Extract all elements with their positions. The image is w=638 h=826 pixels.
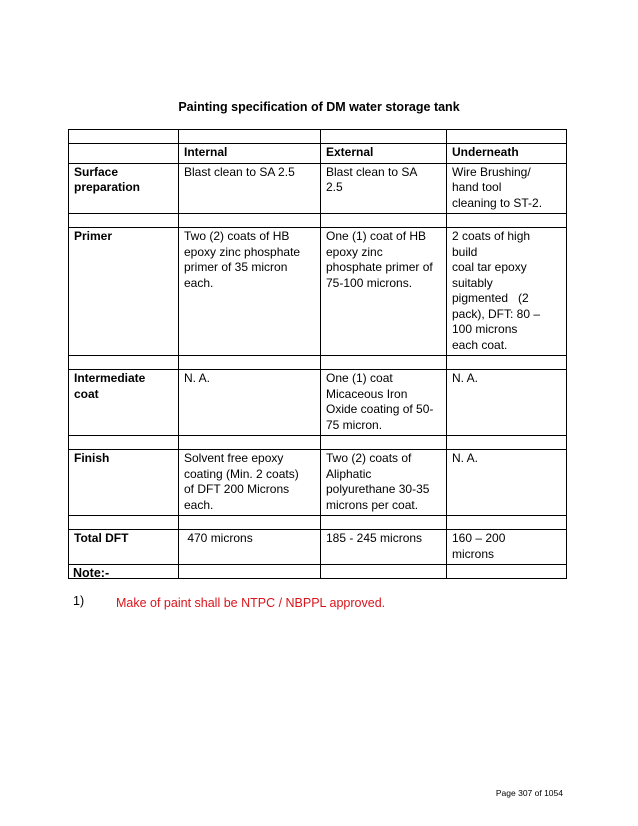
empty-cell: [179, 130, 321, 144]
note-item-number: 1): [73, 594, 85, 608]
column-header: Internal: [179, 144, 321, 164]
cell-line: cleaning to ST-2.: [452, 195, 543, 210]
table-cell: [179, 530, 321, 565]
cell-line: Finish: [74, 451, 110, 465]
row-label: [69, 450, 179, 516]
table-row: [69, 450, 567, 516]
spacer-row: [69, 130, 567, 144]
cell-line: phosphate primer of: [326, 260, 433, 274]
empty-cell: [179, 356, 321, 370]
cell-line: 470 microns: [184, 531, 253, 545]
empty-cell: [447, 516, 567, 530]
cell-line: Wire Brushing/: [452, 164, 531, 179]
empty-cell: [447, 130, 567, 144]
cell-line: 75-100 microns.: [326, 275, 413, 290]
table-row: [69, 228, 567, 356]
cell-line: pack), DFT: 80 –: [452, 306, 541, 321]
cell-line: coal tar epoxy: [452, 260, 527, 274]
empty-cell: [69, 214, 179, 228]
cell-line: Two (2) coats of HB: [184, 229, 290, 243]
cell-line: N. A.: [452, 451, 479, 465]
empty-cell: [69, 144, 179, 164]
empty-cell: [321, 130, 447, 144]
row-label: [69, 163, 179, 214]
spacer-row: [69, 565, 567, 579]
table-cell: [179, 228, 321, 356]
empty-cell: [69, 356, 179, 370]
table-row: [69, 370, 567, 436]
cell-line: microns: [452, 546, 495, 561]
empty-cell: [447, 565, 567, 579]
note-item-text: Make of paint shall be NTPC / NBPPL approved.: [116, 596, 386, 610]
empty-cell: [321, 214, 447, 228]
cell-line: Intermediate: [74, 371, 146, 385]
empty-cell: [69, 130, 179, 144]
cell-line: epoxy zinc: [326, 244, 383, 259]
spacer-row: [69, 214, 567, 228]
cell-line: 2.5: [326, 180, 343, 194]
row-label: [69, 228, 179, 356]
cell-line: hand tool: [452, 180, 502, 194]
empty-cell: [447, 436, 567, 450]
cell-line: Aliphatic: [326, 466, 372, 481]
cell-line: One (1) coat of HB: [326, 229, 427, 243]
column-header: Underneath: [447, 144, 567, 164]
cell-line: Blast clean to SA: [326, 164, 418, 179]
empty-cell: [321, 565, 447, 579]
cell-line: N. A.: [184, 371, 211, 385]
cell-line: suitably: [452, 275, 493, 290]
row-label: [69, 530, 179, 565]
cell-line: One (1) coat: [326, 371, 393, 385]
cell-line: 2 coats of high: [452, 229, 531, 243]
empty-cell: [179, 436, 321, 450]
cell-line: of DFT 200 Microns: [184, 482, 290, 496]
table-cell: [179, 370, 321, 436]
cell-line: preparation: [74, 180, 141, 194]
table-cell: [447, 228, 567, 356]
cell-line: Solvent free epoxy: [184, 451, 284, 465]
cell-line: coat: [74, 386, 99, 401]
empty-cell: [447, 356, 567, 370]
cell-line: each.: [184, 497, 214, 512]
spacer-row: [69, 356, 567, 370]
table-cell: [179, 450, 321, 516]
cell-line: microns per coat.: [326, 497, 419, 512]
empty-cell: [447, 214, 567, 228]
cell-line: pigmented (2: [452, 291, 529, 305]
painting-spec-table: [68, 129, 567, 579]
table-cell: [321, 450, 447, 516]
table-cell: [321, 228, 447, 356]
page-number: Page 307 of 1054: [495, 788, 563, 798]
cell-line: Surface: [74, 164, 119, 179]
table-cell: [447, 530, 567, 565]
row-label: [69, 370, 179, 436]
cell-line: Oxide coating of 50-: [326, 402, 434, 416]
column-header: External: [321, 144, 447, 164]
empty-cell: [69, 516, 179, 530]
header-row: [69, 144, 567, 164]
empty-cell: [179, 214, 321, 228]
cell-line: Blast clean to SA 2.5: [184, 164, 295, 179]
empty-cell: [179, 565, 321, 579]
cell-line: each coat.: [452, 337, 508, 352]
cell-line: 185 - 245 microns: [326, 531, 423, 545]
table-cell: [321, 163, 447, 214]
table-cell: [447, 450, 567, 516]
table-cell: [179, 163, 321, 214]
spacer-row: [69, 516, 567, 530]
table-cell: [447, 370, 567, 436]
cell-line: epoxy zinc phosphate: [184, 244, 301, 259]
cell-line: 160 – 200: [452, 531, 506, 545]
empty-cell: [179, 516, 321, 530]
cell-line: Primer: [74, 229, 113, 243]
cell-line: N. A.: [452, 371, 479, 385]
cell-line: primer of 35 micron: [184, 260, 288, 274]
empty-cell: [321, 356, 447, 370]
empty-cell: [69, 436, 179, 450]
cell-line: Two (2) coats of: [326, 451, 412, 465]
table-cell: [447, 163, 567, 214]
cell-line: 100 microns: [452, 322, 518, 336]
page-title: Painting specification of DM water storage tank: [178, 100, 460, 114]
table-cell: [321, 370, 447, 436]
cell-line: polyurethane 30-35: [326, 482, 430, 496]
cell-line: Micaceous Iron: [326, 386, 408, 401]
note-heading: Note:-: [73, 566, 110, 580]
table-row: [69, 530, 567, 565]
empty-cell: [321, 436, 447, 450]
spacer-row: [69, 436, 567, 450]
cell-line: each.: [184, 275, 214, 290]
empty-cell: [321, 516, 447, 530]
cell-line: 75 micron.: [326, 417, 383, 432]
table-row: [69, 163, 567, 214]
cell-line: build: [452, 244, 478, 259]
table-cell: [321, 530, 447, 565]
cell-line: Total DFT: [74, 531, 129, 545]
cell-line: coating (Min. 2 coats): [184, 466, 299, 481]
